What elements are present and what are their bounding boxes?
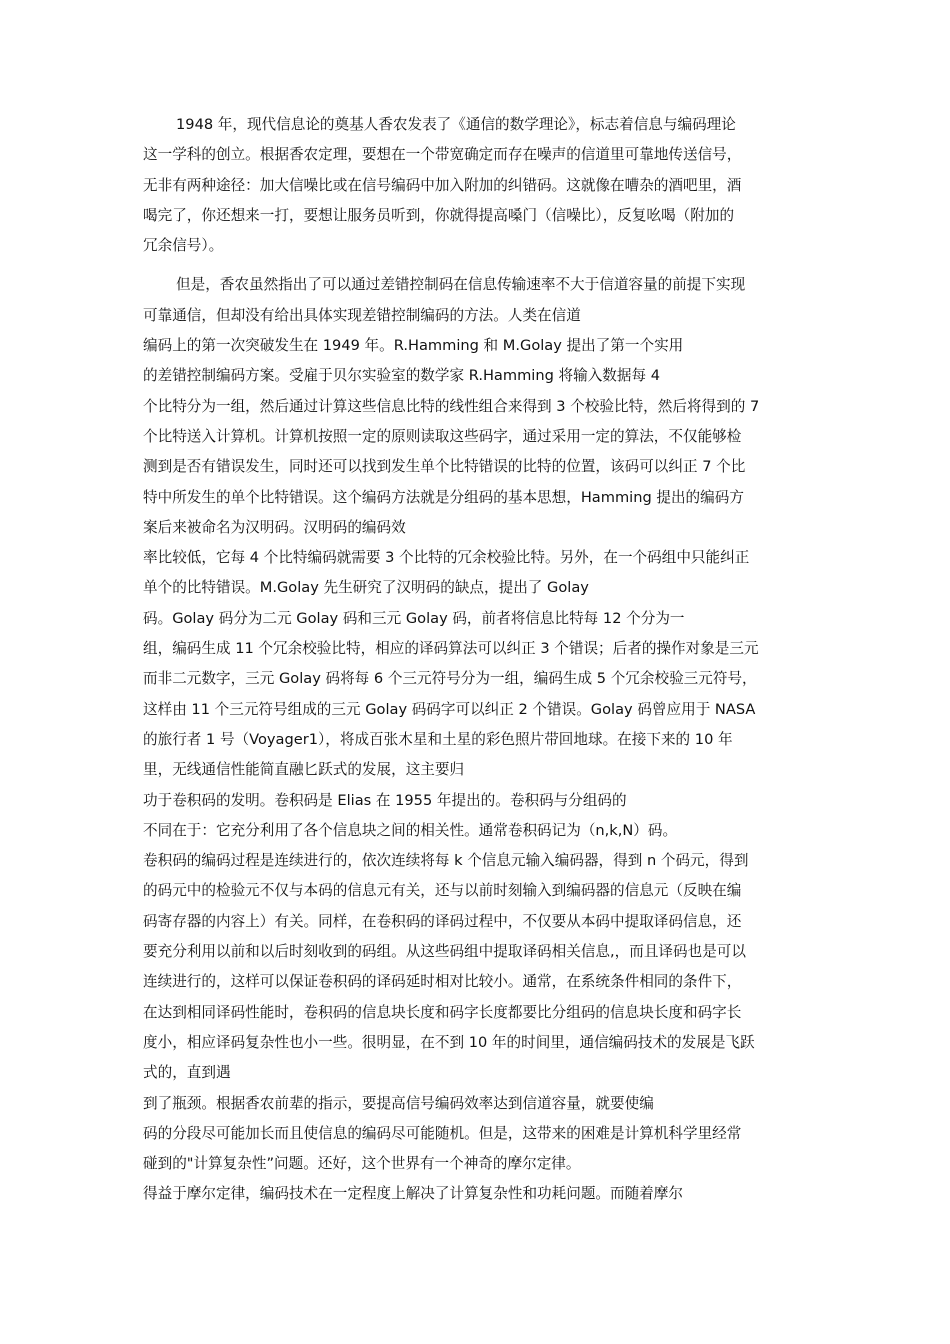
paragraph-1 [143, 110, 823, 261]
paragraph-line: 码的分段尽可能加长而且使信息的编码尽可能随机。但是，这带来的困难是计算机科学里经常 [143, 1124, 742, 1142]
paragraph-line: 个比特送入计算机。计算机按照一定的原则读取这些码字，通过采用一定的算法，不仅能够检 [143, 427, 742, 445]
paragraph-line: 但是，香农虽然指出了可以通过差错控制码在信息传输速率不大于信道容量的前提下实现 [176, 276, 746, 294]
paragraph-line: 这一学科的创立。根据香农定理，要想在一个带宽确定而存在噪声的信道里可靠地传送信号， [143, 146, 742, 164]
paragraph-line: 度小，相应译码复杂性也小一些。很明显，在不到 10 年的时间里，通信编码技术的发展是飞跃 [143, 1033, 755, 1051]
paragraph-line: 式的，直到遇 [143, 1064, 231, 1082]
paragraph-line: 组，编码生成 11 个冗余校验比特，相应的译码算法可以纠正 3 个错误；后者的操作对象是三元 [143, 640, 759, 658]
paragraph-line: 这样由 11 个三元符号组成的三元 Golay 码码字可以纠正 2 个错误。Golay 码曾应用于 NASA [143, 700, 756, 718]
paragraph-line: 的码元中的检验元不仅与本码的信息元有关，还与以前时刻输入到编码器的信息元（反映在编 [143, 882, 742, 900]
paragraph-line: 卷积码的编码过程是连续进行的，依次连续将每 k 个信息元输入编码器，得到 n 个码元，得到 [143, 852, 749, 870]
paragraph-line: 码。Golay 码分为二元 Golay 码和三元 Golay 码，前者将信息比特每 12 个分为一 [143, 609, 685, 627]
paragraph-line: 测到是否有错误发生，同时还可以找到发生单个比特错误的比特的位置，该码可以纠正 7 个比 [143, 458, 746, 476]
paragraph-line: 喝完了，你还想来一打，要想让服务员听到，你就得提高嗓门（信噪比），反复吆喝（附加的 [143, 206, 735, 224]
paragraph-line: 单个的比特错误。M.Golay 先生研究了汉明码的缺点，提出了 Golay [143, 579, 589, 597]
document-body [143, 110, 823, 1210]
paragraph-line: 无非有两种途径：加大信噪比或在信号编码中加入附加的纠错码。这就像在嘈杂的酒吧里，酒 [143, 176, 742, 194]
paragraph-line: 冗余信号）。 [143, 237, 224, 255]
paragraph-line: 特中所发生的单个比特错误。这个编码方法就是分组码的基本思想，Hamming 提出的编码方 [143, 488, 744, 506]
paragraph-line: 编码上的第一次突破发生在 1949 年。R.Hamming 和 M.Golay 提出了第一个实用 [143, 337, 684, 355]
paragraph-line: 里，无线通信性能简直融匕跃式的发展，这主要归 [143, 761, 465, 779]
paragraph-line: 到了瓶颈。根据香农前辈的指示，要提高信号编码效率达到信道容量，就要使编 [143, 1094, 654, 1112]
paragraph-spacer [143, 261, 823, 270]
paragraph-line: 而非二元数字，三元 Golay 码将每 6 个三元符号分为一组，编码生成 5 个冗余校验三元符号， [143, 670, 757, 688]
paragraph-line: 案后来被命名为汉明码。汉明码的编码效 [143, 518, 406, 536]
paragraph-line: 不同在于：它充分利用了各个信息块之间的相关性。通常卷积码记为（n,k,N）码。 [143, 821, 678, 839]
paragraph-line: 的差错控制编码方案。受雇于贝尔实验室的数学家 R.Hamming 将输入数据每 4 [143, 367, 661, 385]
paragraph-line: 可靠通信，但却没有给出具体实现差错控制编码的方法。人类在信道 [143, 306, 581, 324]
paragraph-2 [143, 270, 823, 1209]
paragraph-line: 功于卷积码的发明。卷积码是 Elias 在 1955 年提出的。卷积码与分组码的 [143, 791, 627, 809]
paragraph-line: 在达到相同译码性能时，卷积码的信息块长度和码字长度都要比分组码的信息块长度和码字长 [143, 1003, 742, 1021]
paragraph-line: 连续进行的，这样可以保证卷积码的译码延时相对比较小。通常，在系统条件相同的条件下， [143, 973, 742, 991]
paragraph-line: 的旅行者 1 号（Voyager1），将成百张木星和土星的彩色照片带回地球。在接下来的 10 年 [143, 730, 733, 748]
paragraph-line: 碰到的"计算复杂性”问题。还好，这个世界有一个神奇的摩尔定律。 [143, 1155, 581, 1173]
paragraph-line: 个比特分为一组，然后通过计算这些信息比特的线性组合来得到 3 个校验比特，然后将得到的 7 [143, 397, 760, 415]
paragraph-line: 1948 年，现代信息论的奠基人香农发表了《通信的数学理论》，标志着信息与编码理论 [176, 116, 736, 133]
paragraph-line: 要充分利用以前和以后时刻收到的码组。从这些码组中提取译码相关信息,，而且译码也是可以 [143, 943, 746, 961]
paragraph-line: 率比较低，它每 4 个比特编码就需要 3 个比特的冗余校验比特。另外，在一个码组中只能纠正 [143, 549, 750, 567]
paragraph-line: 得益于摩尔定律，编码技术在一定程度上解决了计算复杂性和功耗问题。而随着摩尔 [143, 1185, 683, 1203]
paragraph-line: 码寄存器的内容上）有关。同样，在卷积码的译码过程中，不仅要从本码中提取译码信息，还 [143, 912, 742, 930]
